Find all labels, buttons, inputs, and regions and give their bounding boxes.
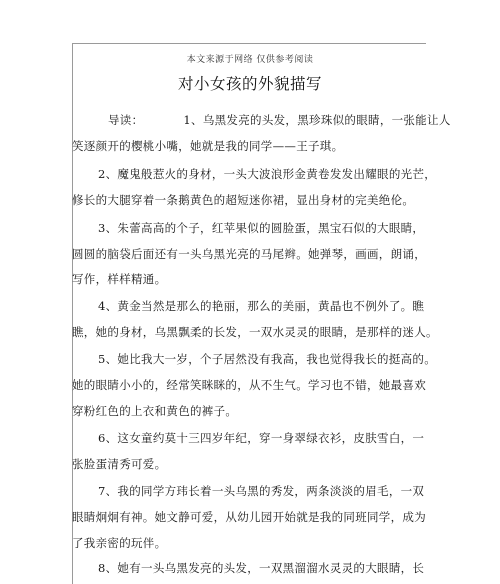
intro-label: 导读： [108,113,144,127]
header-note: 本文来源于网络 仅供参考阅读 [186,55,314,65]
paragraph-line: 5、她比我大一岁，个子居然没有我高，我也觉得我长的挺高的。 [98,352,437,366]
page-title: 对小女孩的外貌描写 [177,75,322,93]
paragraph-line: 修长的大腿穿着一条鹅黄色的超短迷你裙，显出身材的完美绝伦。 [72,193,415,207]
paragraph-line: 她的眼睛小小的，经常笑眯眯的，从不生气。学习也不错，她最喜欢 [72,378,426,392]
paragraph-line: 4、黄金当然是那么的艳丽，那么的美丽，黄晶也不例外了。瞧 [98,299,425,313]
paragraph-line: 圆圆的脑袋后面还有一头乌黑光亮的马尾辫。她弹琴，画画，朗诵， [72,247,426,261]
paragraph-line: 6、这女童约莫十三四岁年纪，穿一身翠绿衣衫，皮肤雪白，一 [98,431,425,445]
paragraph-line: 2、魔鬼般惹火的身材，一头大波浪形金黄卷发发出耀眼的光芒， [98,167,437,181]
paragraph-line: 导读： 1、乌黑发亮的头发，黑珍珠似的眼睛，一张能让人 [108,113,451,127]
paragraph-line: 8、她有一头乌黑发亮的头发，一双黑溜溜水灵灵的大眼睛，长 [98,561,425,575]
paragraph-line: 张脸蛋清秀可爱。 [72,457,167,471]
paragraph-line: 眼睛炯炯有神。她文静可爱，从幼儿园开始就是我的同班同学，成为 [72,510,426,524]
paragraph-line: 写作，样样精通。 [72,272,167,286]
paragraph-line: 3、朱蕾高高的个子，红苹果似的圆脸蛋，黑宝石似的大眼睛， [98,221,425,235]
paragraph-line: 7、我的同学方玮长着一头乌黑的秀发，两条淡淡的眉毛，一双 [98,484,425,498]
paragraph-line: 笑逐颜开的樱桃小嘴，她就是我的同学——王子琪。 [72,139,344,153]
paragraph-line: 穿粉红色的上衣和黄色的裤子。 [72,404,238,418]
paragraph-line: 瞧，她的身材，乌黑飘柔的长发，一双水灵灵的眼睛，是那样的迷人。 [72,325,438,339]
paragraph-line: 了我亲密的玩伴。 [72,536,167,550]
